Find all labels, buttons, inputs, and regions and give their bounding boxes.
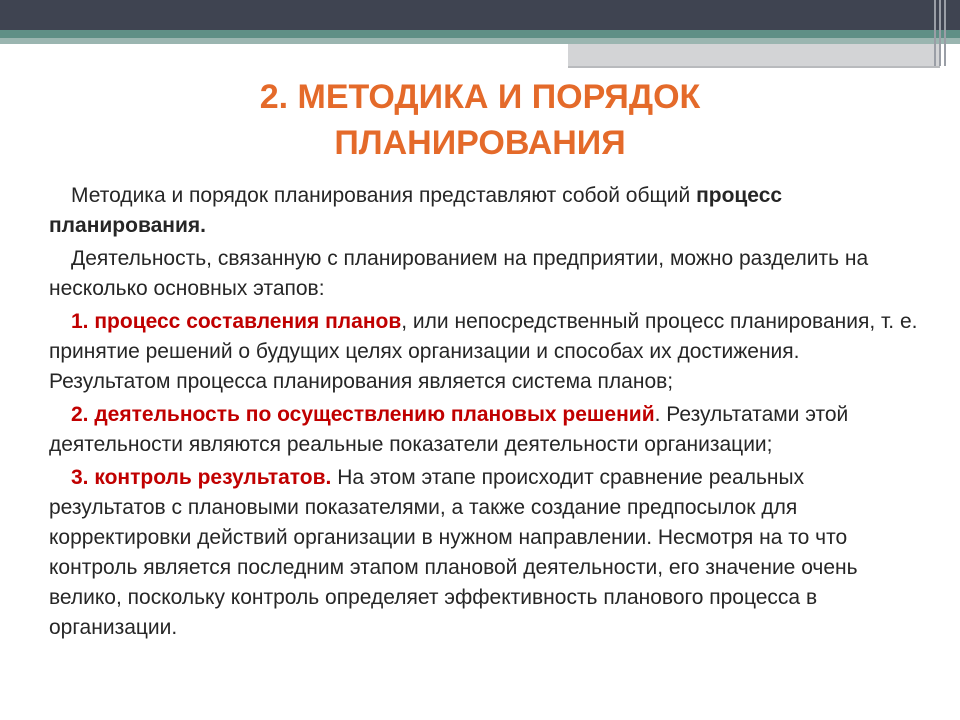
header-bar <box>0 0 960 30</box>
slide-body <box>49 181 921 646</box>
stage-1-label: 1. процесс составления планов <box>71 310 402 333</box>
paragraph-stage-2 <box>49 400 921 460</box>
intro-bold-text: процесс планирования. <box>49 184 783 237</box>
corner-decoration <box>934 0 948 66</box>
header-grey-band <box>568 44 940 66</box>
stage-3-label: 3. контроль результатов. <box>71 466 332 489</box>
slide-title-line-1: 2. МЕТОДИКА И ПОРЯДОК <box>259 78 701 116</box>
paragraph-stage-3 <box>49 463 921 643</box>
stage-2-text: . Результатами этой деятельности являются реальные показатели деятельности организации; <box>49 403 849 456</box>
paragraph-stage-1 <box>49 307 921 397</box>
slide-title-line-2: ПЛАНИРОВАНИЯ <box>334 124 626 162</box>
header-accent-strip <box>0 30 960 38</box>
paragraph-intro <box>49 181 921 241</box>
stage-1-text: , или непосредственный процесс планирования, т. е. принятие решений о будущих целях организации и способах их достижения. Результатом процесса планирования является система планов; <box>49 310 918 393</box>
paragraph-stages-intro <box>49 244 921 304</box>
header-grey-band-line <box>568 66 940 68</box>
intro-text: Методика и порядок планирования представляют собой общий <box>71 184 697 207</box>
stages-intro-text: Деятельность, связанную с планированием на предприятии, можно разделить на несколько основных этапов: <box>49 247 869 300</box>
slide-title <box>150 74 810 166</box>
stage-3-text: На этом этапе происходит сравнение реальных результатов с плановыми показателями, а также создание предпосылок для корректировки действий организации в нужном направлении. Несмотря на то что контроль является последним этапом плановой деятельности, его значение очень велико, поскольку контроль определяет эффективность планового процесса в организации. <box>49 466 858 639</box>
stage-2-label: 2. деятельность по осуществлению плановых решений <box>71 403 655 426</box>
